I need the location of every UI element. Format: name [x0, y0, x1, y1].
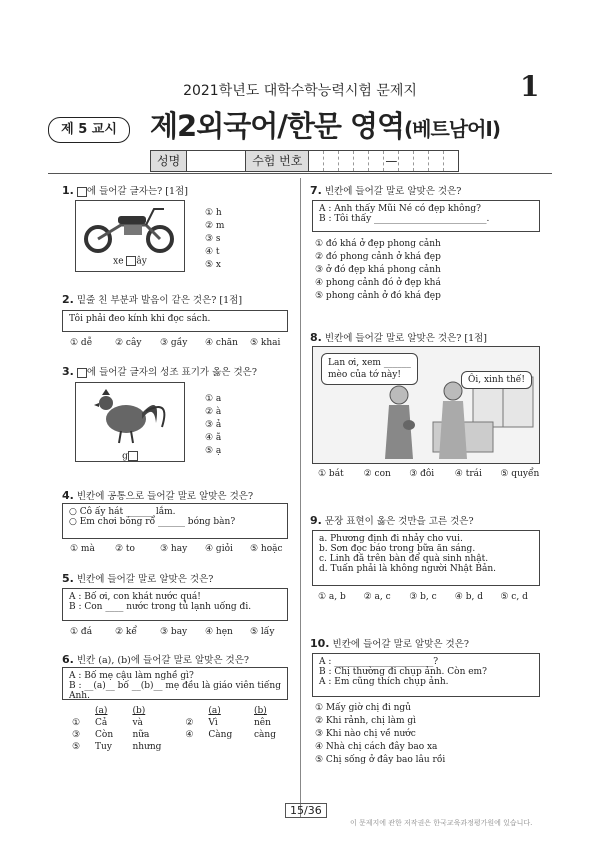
option[interactable]: ⑤ Chị sống ở đây bao lâu rồi	[315, 755, 446, 765]
col-b: (b)	[254, 706, 267, 716]
option[interactable]: ① mà	[70, 544, 95, 554]
q6-row[interactable]	[68, 717, 293, 729]
q9-options	[318, 592, 546, 602]
id-dash: —	[384, 151, 399, 171]
q6-stem-text: 빈칸 (a), (b)에 들어갈 말로 알맞은 것은?	[76, 655, 249, 666]
q1-caption	[76, 256, 184, 267]
header-divider	[48, 173, 552, 174]
option[interactable]: ④ giỏi	[205, 544, 233, 554]
q9-line: d. Tuấn phải là không người Nhật Bản.	[319, 564, 496, 574]
option[interactable]: ⑤ ạ	[205, 446, 222, 456]
q10-stem-text: 빈칸에 들어갈 말로 알맞은 것은?	[332, 639, 470, 650]
option[interactable]: ⑤ quyển	[500, 469, 540, 479]
option[interactable]: ③ hay	[160, 544, 188, 554]
q8-number: 8.	[310, 331, 322, 344]
rooster-icon	[76, 383, 184, 445]
q7-line: A : Anh thấy Mũi Né có đẹp không?	[319, 204, 481, 214]
id-cell[interactable]	[324, 151, 339, 171]
blank-box-icon	[126, 256, 136, 266]
q6-row[interactable]	[68, 741, 293, 753]
q9-line: b. Sơn đọc báo trong bữa ăn sáng.	[319, 544, 476, 554]
speech-bubble-right: Ôi, xinh thế!	[461, 371, 532, 389]
motorbike-icon	[76, 201, 184, 256]
option[interactable]: ⑤ khai	[250, 338, 281, 348]
q1-stem-text: 에 들어갈 글자는? [1점]	[86, 186, 188, 197]
q5-line: B : Con ____ nước trong tủ lạnh uống đi.	[69, 602, 252, 612]
q6-number: 6.	[62, 653, 74, 666]
subject-title	[150, 104, 500, 145]
option-b: nữa	[132, 730, 150, 740]
q1-image	[75, 200, 185, 272]
option[interactable]: ⑤ x	[205, 260, 222, 270]
q1-stem	[62, 183, 188, 197]
speech-bubble-left	[321, 353, 418, 385]
q5-box	[62, 588, 288, 621]
option[interactable]: ④ trái	[454, 469, 482, 479]
option-a: Vì	[208, 718, 218, 728]
id-cell[interactable]	[414, 151, 429, 171]
option[interactable]: ① a	[205, 394, 222, 404]
id-cell[interactable]	[444, 151, 458, 171]
id-label: 수험 번호	[246, 151, 309, 171]
page-number: 1	[520, 70, 540, 103]
option-num: ③	[72, 730, 81, 740]
col-b: (b)	[132, 706, 146, 716]
q5-number: 5.	[62, 572, 74, 585]
q10-line: B : Chị thường đi chụp ảnh. Còn em?	[319, 667, 487, 677]
option[interactable]: ② m	[205, 221, 225, 231]
option[interactable]: ① dễ	[70, 338, 93, 348]
q1-number: 1.	[62, 184, 74, 197]
q9-box	[312, 530, 540, 586]
option[interactable]: ② con	[363, 469, 391, 479]
exam-title: 2021학년도 대학수학능력시험 문제지	[183, 83, 417, 99]
column-divider	[300, 178, 301, 818]
q3-stem	[62, 364, 257, 378]
id-cell[interactable]	[399, 151, 414, 171]
q8-stem-text: 빈칸에 들어갈 말로 알맞은 것은? [1점]	[324, 333, 488, 344]
q1-caption-suffix: ây	[136, 256, 147, 267]
option[interactable]: ③ Khi nào chị về nước	[315, 729, 416, 739]
id-cell[interactable]	[309, 151, 324, 171]
q10-box	[312, 653, 540, 697]
q3-stem-text: 에 들어갈 글자의 성조 표기가 옳은 것은?	[86, 367, 257, 378]
option[interactable]: ② à	[205, 407, 222, 417]
q6-line: B : __(a)__ bố __(b)__ mẹ đều là giáo viên tiếng Anh.	[69, 681, 281, 701]
id-cell[interactable]	[339, 151, 354, 171]
option-b: và	[132, 718, 143, 728]
q6-box	[62, 667, 288, 700]
option[interactable]: ① đá	[70, 627, 93, 637]
blank-box-icon	[77, 368, 87, 378]
option[interactable]: ① bát	[318, 469, 344, 479]
name-label: 성명	[151, 151, 187, 171]
q3-caption-text: g	[122, 451, 128, 462]
id-cell[interactable]	[429, 151, 444, 171]
q6-options-table	[68, 705, 293, 753]
option-b: càng	[254, 730, 276, 740]
q4-options	[70, 544, 295, 554]
q7-box	[312, 200, 540, 232]
option[interactable]: ③ ả	[205, 420, 222, 430]
option-a: Cả	[95, 718, 108, 728]
q1-caption-prefix: xe	[113, 256, 124, 267]
option-b: nên	[254, 718, 271, 728]
q6-line: A : Bố mẹ cậu làm nghề gì?	[69, 671, 194, 681]
q9-line: c. Linh đã trên bàn để quà sinh nhật.	[319, 554, 489, 564]
q7-stem-text: 빈칸에 들어갈 말로 알맞은 것은?	[324, 186, 462, 197]
option[interactable]: ⑤ phong cảnh ở đó khá đẹp	[315, 291, 441, 301]
q4-stem-text: 빈칸에 공통으로 들어갈 말로 알맞은 것은?	[76, 491, 254, 502]
q8-image	[312, 346, 540, 464]
option[interactable]: ② to	[115, 544, 135, 554]
q8-stem	[310, 330, 487, 344]
bubble-line: mèo của tớ này!	[328, 370, 401, 380]
q9-number: 9.	[310, 514, 322, 527]
option-b: nhưng	[132, 742, 162, 752]
q10-options	[315, 702, 445, 767]
q5-options	[70, 627, 295, 637]
option[interactable]: ④ b, d	[454, 592, 483, 602]
q7-options	[315, 238, 441, 303]
q10-stem	[310, 636, 469, 650]
option[interactable]: ④ ã	[205, 433, 222, 443]
blank-box-icon	[128, 451, 138, 461]
q2-sentence: Tôi phải đeo kính khi đọc sách.	[62, 310, 288, 332]
option[interactable]: ① đó khá ở đẹp phong cảnh	[315, 239, 441, 249]
option[interactable]: ⑤ hoặc	[250, 544, 283, 554]
option[interactable]: ④ phong cảnh đó ở đẹp khá	[315, 278, 441, 288]
q6-header-row	[68, 705, 293, 717]
option[interactable]: ③ ở đó đẹp khá phong cảnh	[315, 265, 441, 275]
option-a: Còn	[95, 730, 114, 740]
option[interactable]: ④ hẹn	[205, 627, 233, 637]
q3-caption	[76, 451, 184, 462]
q3-image	[75, 382, 185, 462]
q4-number: 4.	[62, 489, 74, 502]
name-field[interactable]	[187, 151, 246, 171]
option[interactable]: ③ s	[205, 234, 221, 244]
option[interactable]: ④ t	[205, 247, 220, 257]
q6-stem	[62, 652, 249, 666]
option[interactable]: ③ đôi	[409, 469, 435, 479]
q4-box	[62, 503, 288, 539]
option[interactable]: ② kể	[115, 627, 137, 637]
q2-options	[70, 338, 295, 348]
option[interactable]: ⑤ lấy	[250, 627, 275, 637]
q10-line: A : Em cũng thích chụp ảnh.	[319, 677, 449, 687]
q4-stem	[62, 488, 253, 502]
subject-main: 제2외국어/한문 영역	[150, 109, 404, 143]
option[interactable]: ⑤ c, d	[500, 592, 528, 602]
id-cell[interactable]	[354, 151, 369, 171]
subject-sub: (베트남어Ⅰ)	[403, 117, 500, 141]
option[interactable]: ① a, b	[318, 592, 346, 602]
q5-stem-text: 빈칸에 들어갈 말로 알맞은 것은?	[76, 574, 214, 585]
id-cell[interactable]	[369, 151, 384, 171]
blank-box-icon	[77, 187, 87, 197]
option[interactable]: ③ b, c	[409, 592, 437, 602]
option[interactable]: ② Khi rảnh, chị làm gì	[315, 716, 417, 726]
q2-number: 2.	[62, 293, 74, 306]
q3-number: 3.	[62, 365, 74, 378]
q10-line: A : ______________________?	[319, 657, 439, 667]
q9-stem	[310, 513, 474, 527]
option[interactable]: ③ gầy	[160, 338, 188, 348]
q10-number: 10.	[310, 637, 330, 650]
option[interactable]: ② cây	[115, 338, 142, 348]
option[interactable]: ① Mấy giờ chị đi ngủ	[315, 703, 411, 713]
q5-line: A : Bố ơi, con khát nước quá!	[69, 592, 201, 602]
option[interactable]: ③ bay	[160, 627, 188, 637]
col-a: (a)	[95, 706, 108, 716]
student-id-box	[150, 150, 459, 172]
page-total: 36	[307, 804, 322, 817]
q5-stem	[62, 571, 213, 585]
q7-line: B : Tôi thấy _________________________.	[319, 214, 490, 224]
page-indicator: 15/36	[285, 803, 327, 818]
option-num: ②	[185, 718, 194, 728]
bubble-line: Lan ơi, xem ______	[328, 358, 411, 368]
q8-options	[318, 469, 546, 479]
option[interactable]: ② a, c	[363, 592, 391, 602]
q4-line: ○ Em chơi bóng rổ ______ bóng bàn?	[69, 517, 236, 527]
q1-options	[205, 207, 224, 272]
session-badge: 제 5 교시	[48, 117, 130, 143]
q4-line: ○ Cô ấy hát ______ lắm.	[69, 507, 176, 517]
q9-line: a. Phương định đi nhảy cho vui.	[319, 534, 463, 544]
option-num: ①	[72, 718, 81, 728]
option-num: ④	[185, 730, 194, 740]
page-current: 15	[290, 804, 304, 817]
q9-stem-text: 문장 표현이 옳은 것만을 고른 것은?	[324, 516, 474, 527]
option[interactable]: ① h	[205, 208, 222, 218]
option[interactable]: ② đó phong cảnh ở khá đẹp	[315, 252, 441, 262]
q7-number: 7.	[310, 184, 322, 197]
option-a: Càng	[208, 730, 233, 740]
copyright-notice: 이 문제지에 관한 저작권은 한국교육과정평가원에 있습니다.	[350, 819, 533, 827]
option-num: ⑤	[72, 742, 81, 752]
q6-row[interactable]	[68, 729, 293, 741]
q2-stem	[62, 292, 242, 306]
option[interactable]: ④ chăn	[205, 338, 238, 348]
q7-stem	[310, 183, 461, 197]
option[interactable]: ④ Nhà chị cách đây bao xa	[315, 742, 438, 752]
col-a: (a)	[208, 706, 221, 716]
option-a: Tuy	[95, 742, 112, 752]
q3-options	[205, 393, 221, 458]
q2-stem-text: 밑줄 친 부분과 발음이 같은 것은? [1점]	[76, 295, 243, 306]
